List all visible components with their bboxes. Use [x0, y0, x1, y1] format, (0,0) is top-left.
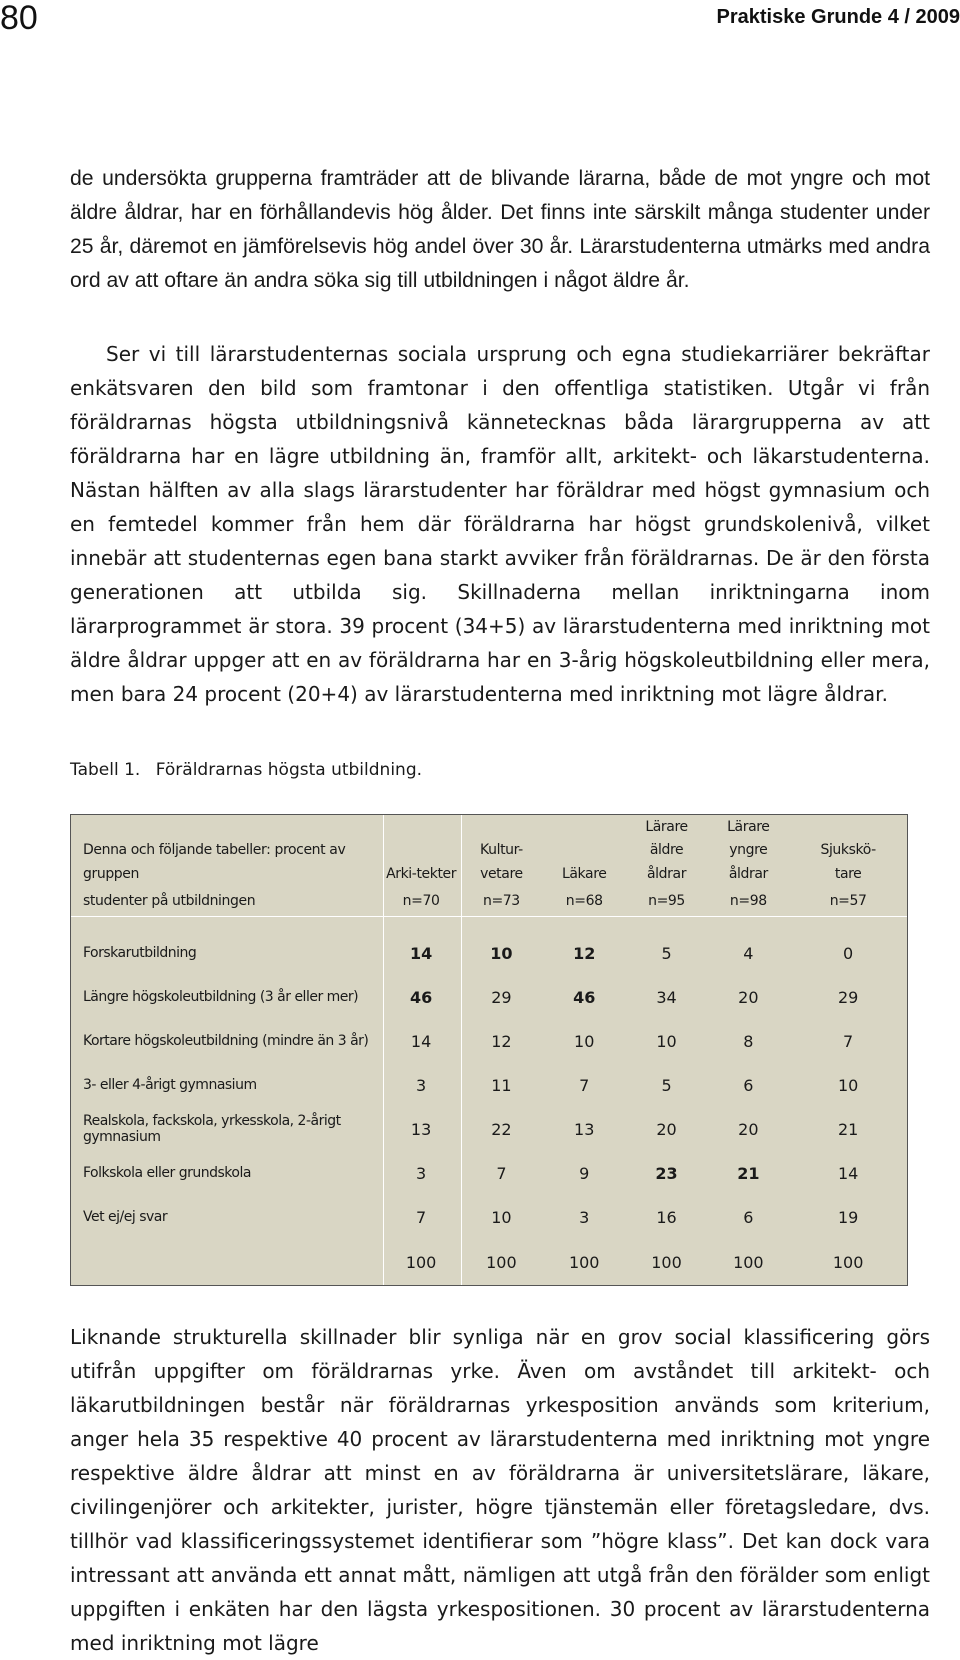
table-total-row: [71, 1239, 907, 1285]
table-row: [71, 1195, 907, 1239]
table-cell: 11: [491, 1075, 512, 1095]
table-cell: 13: [410, 1119, 432, 1139]
table-cell: 12: [491, 1031, 512, 1051]
table-cell: 7: [843, 1031, 854, 1051]
row-label: Kortare högskoleutbildning (mindre än 3 år): [83, 1033, 369, 1049]
education-table-grid: [71, 815, 907, 1285]
table-cell: 10: [574, 1031, 595, 1051]
table-row: [71, 975, 907, 1019]
total-cell: 100: [651, 1252, 682, 1272]
table-cell: 22: [491, 1119, 512, 1139]
header-label-1: Denna och följande tabeller: procent av gruppen: [83, 842, 346, 882]
column-n: n=68: [543, 886, 626, 917]
column-header: Kultur- vetare: [480, 842, 523, 882]
page-number: 80: [0, 0, 38, 37]
row-label: 3- eller 4-årigt gymnasium: [83, 1077, 257, 1093]
table-cell: 6: [743, 1075, 754, 1095]
table-cell: 5: [661, 943, 672, 963]
caption-title: Föräldrarnas högsta utbildning.: [155, 760, 423, 780]
table-cell: 21: [837, 1119, 859, 1139]
table-cell: 7: [416, 1207, 427, 1227]
column-n: n=95: [626, 886, 708, 917]
table-cell: 6: [743, 1207, 754, 1227]
table-cell: 19: [837, 1207, 859, 1227]
body-paragraph: Ser vi till lärarstudenternas sociala ursprung och egna studiekarriärer bekräftar enkätsvaren den bild som framtonar i den offentliga statistiken. Utgår vi från föräldrarnas högsta utbildningsnivå kännetecknas båda lärargrupperna av att föräldrarna har en lägre utbildning än, framför allt, arkitekt- och läkarstudenterna. Nästan hälften av alla slags lärarstudenter har föräldrar med högst gymnasium och en femtedel kommer från hem där föräldrarna har högst grundskolenivå, vilket innebär att studenternas egen bana starkt avviker från föräldrarnas. De är den första generationen att utbilda sig. Skillnaderna mellan inriktningarna inom lärarprogrammet är stora. 39 procent (34+5) av lärarstudenterna med inriktning mot äldre åldrar uppger att en av föräldrarna har en 3-årig högskoleutbildning eller mera, men bara 24 procent (20+4) av lärarstudenterna med inriktning mot lägre åldrar.: [70, 342, 930, 706]
table-cell: 46: [573, 987, 596, 1007]
table-cell: 20: [738, 1119, 759, 1139]
table-cell: 34: [656, 987, 677, 1007]
total-cell: 100: [733, 1252, 764, 1272]
row-label: Vet ej/ej svar: [83, 1209, 168, 1225]
table-caption: [70, 760, 422, 780]
table-cell: 14: [410, 1031, 432, 1051]
table-cell: 9: [579, 1163, 590, 1183]
table-cell: 10: [837, 1075, 859, 1095]
body-paragraph: de undersökta grupperna framträder att de blivande lärarna, både de mot yngre och mot äldre åldrar, har en förhållandevis hög ålder. Det finns inte särskilt många studenter under 25 år, däremot en jämförelsevis hög andel över 30 år. Lärarstudenterna utmärks med andra ord av att oftare än andra söka sig till utbildningen i något äldre år.: [70, 167, 930, 292]
table-cell: 5: [661, 1075, 672, 1095]
table-cell: 14: [409, 943, 433, 963]
header-label-2: studenter på utbildningen: [71, 886, 382, 917]
table-cell: 10: [656, 1031, 677, 1051]
table-row: [71, 1107, 907, 1151]
table-row: [71, 1151, 907, 1195]
table-cell: 10: [491, 1207, 512, 1227]
table-cell: 20: [656, 1119, 677, 1139]
table-row: [71, 1019, 907, 1063]
table-cell: 29: [491, 987, 512, 1007]
table-cell: 16: [656, 1207, 677, 1227]
column-header: Sjukskö- tare: [820, 842, 876, 882]
table-n-row: [71, 886, 907, 917]
column-header: Lärare äldre åldrar: [645, 818, 688, 882]
caption-label: Tabell 1.: [70, 760, 141, 780]
table-cell: 46: [409, 987, 433, 1007]
table-cell: 14: [837, 1163, 859, 1183]
table-cell: 7: [496, 1163, 507, 1183]
table-cell: 4: [743, 943, 754, 963]
body-paragraph: Liknande strukturella skillnader blir synliga när en grov social klassificering görs utifrån uppgifter om föräldrarnas yrke. Även om avståndet till arkitekt- och läkarutbildningen består när föräldrarnas yrkesposition används som kriterium, anger hela 35 respektive 40 procent av lärarstudenterna med inriktning mot yngre respektive äldre åldrar att minst en av föräldrarna är universitetslärare, läkare, civilingenjörer och arkitekter, jurister, högre tjänstemän eller företagsledare, dvs. tillhör vad klassificeringssystemet identifierar som ”högre klass”. Det kan dock vara intressant att använda ett annat mått, nämligen att utgå från den förälder som enligt uppgiften i enkäten har den lägsta yrkespositionen. 30 procent av lärarstudenterna med inriktning mot lägre: [70, 1325, 930, 1655]
table-cell: 3: [416, 1075, 427, 1095]
table-cell: 21: [737, 1163, 760, 1183]
total-cell: 100: [486, 1252, 517, 1272]
table-cell: 8: [743, 1031, 754, 1051]
row-label: Längre högskoleutbildning (3 år eller mer): [83, 989, 359, 1005]
column-n: n=57: [789, 886, 907, 917]
education-table: [70, 814, 908, 1286]
row-label: Forskarutbildning: [83, 945, 197, 961]
table-cell: 12: [573, 943, 596, 963]
table-cell: 20: [738, 987, 759, 1007]
table-header-row: [71, 815, 907, 886]
table-cell: 3: [579, 1207, 590, 1227]
table-cell: 7: [579, 1075, 590, 1095]
table-cell: 3: [416, 1163, 427, 1183]
column-header: Arki-tekter: [386, 865, 457, 882]
table-cell: 10: [490, 943, 513, 963]
row-label: Folkskola eller grundskola: [83, 1165, 251, 1181]
table-cell: 29: [837, 987, 859, 1007]
column-n: n=70: [382, 886, 460, 917]
total-cell: 100: [405, 1252, 437, 1272]
table-row: [71, 931, 907, 975]
table-cell: 23: [655, 1163, 678, 1183]
header-label: [71, 815, 382, 886]
running-head: Praktiske Grunde 4 / 2009: [716, 6, 960, 28]
column-header: Läkare: [561, 865, 607, 882]
column-n: n=98: [707, 886, 789, 917]
total-cell: 100: [832, 1252, 864, 1272]
column-n: n=73: [460, 886, 543, 917]
table-row: [71, 1063, 907, 1107]
column-header: Lärare yngre åldrar: [727, 818, 770, 882]
table-cell: 0: [843, 943, 854, 963]
row-label: Realskola, fackskola, yrkesskola, 2-årigt gymnasium: [83, 1113, 341, 1145]
table-cell: 13: [574, 1119, 595, 1139]
total-cell: 100: [568, 1252, 600, 1272]
